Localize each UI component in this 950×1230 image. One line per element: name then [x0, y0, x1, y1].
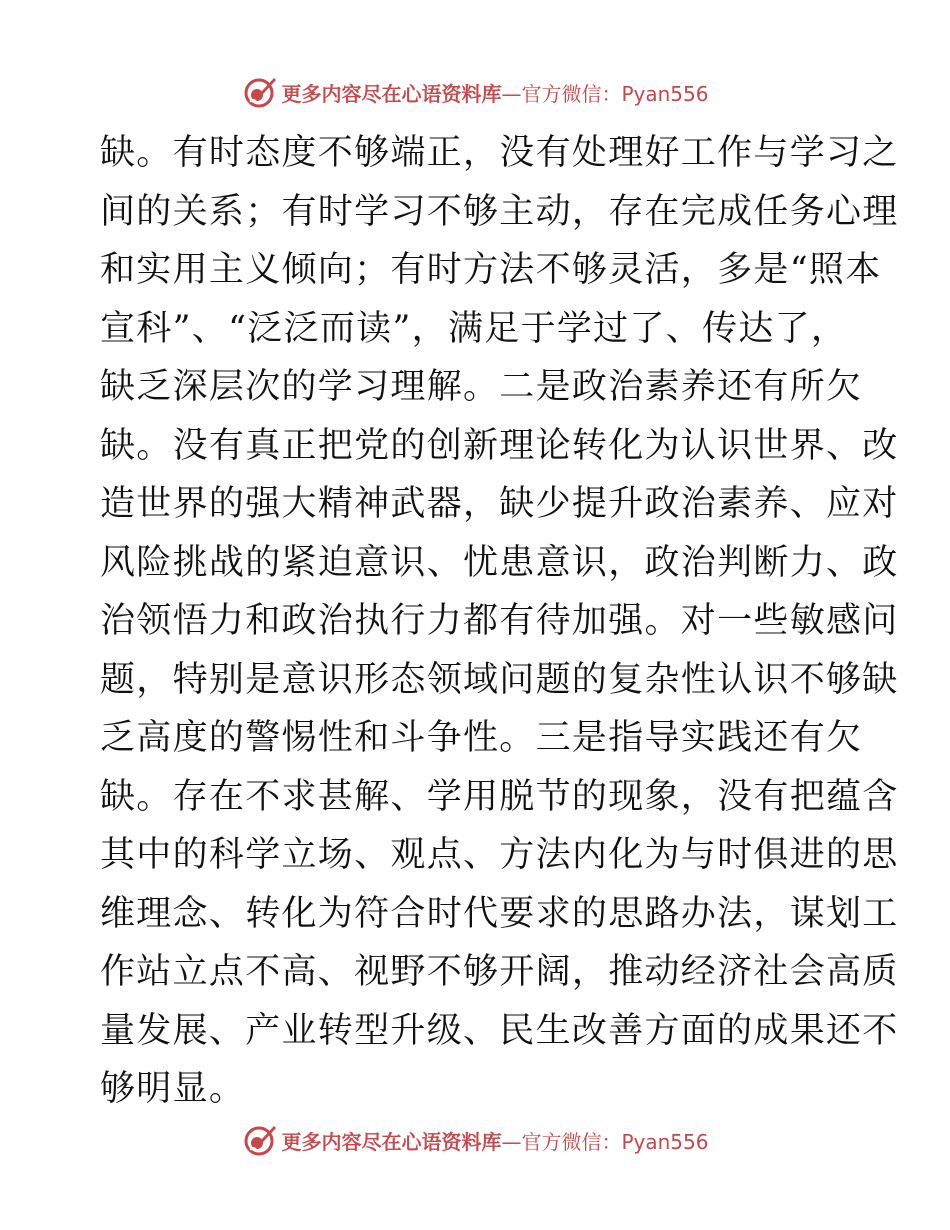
text-line: 宣科”、“泛泛而读”，满足于学过了、传达了， — [100, 308, 848, 349]
text-line: 量发展、产业转型升级、民生改善方面的成果还不 — [100, 1010, 899, 1051]
footer-banner-wechat: —官方微信：Pyan556 — [501, 1129, 709, 1154]
text-line: 造世界的强大精神武器，缺少提升政治素养、应对 — [100, 484, 899, 524]
header-banner — [0, 72, 950, 112]
text-line: 风险挑战的紧迫意识、忧患意识，政治判断力、政 — [100, 542, 899, 583]
footer-banner-title: 更多内容尽在心语资料库 — [281, 1129, 502, 1154]
text-line: 作站立点不高、视野不够开阔，推动经济社会高质 — [100, 952, 899, 992]
text-line: 缺乏深层次的学习理解。二是政治素养还有所欠 — [100, 367, 863, 407]
header-banner-title: 更多内容尽在心语资料库 — [281, 81, 502, 106]
text-line: 缺。没有真正把党的创新理论转化为认识世界、改 — [100, 425, 899, 466]
text-line: 题，特别是意识形态领域问题的复杂性认识不够缺 — [100, 659, 899, 700]
text-line: 治领悟力和政治执行力都有待加强。对一些敏感问 — [100, 601, 899, 641]
text-line: 够明显。 — [100, 1069, 246, 1109]
text-line: 间的关系；有时学习不够主动，存在完成任务心理 — [100, 191, 899, 232]
text-line: 维理念、转化为符合时代要求的思路办法，谋划工 — [100, 893, 899, 934]
footer-banner — [0, 1120, 950, 1160]
header-banner-wechat: —官方微信：Pyan556 — [501, 81, 709, 106]
text-line: 其中的科学立场、观点、方法内化为与时俱进的思 — [100, 835, 899, 875]
text-line: 缺。存在不求甚解、学用脱节的现象，没有把蕴含 — [100, 776, 899, 817]
text-line: 缺。有时态度不够端正，没有处理好工作与学习之 — [100, 133, 899, 173]
brush-logo-icon — [241, 74, 277, 110]
body-text — [100, 124, 899, 1119]
text-line: 和实用主义倾向；有时方法不够灵活，多是“照本 — [100, 250, 882, 290]
text-line: 乏高度的警惕性和斗争性。三是指导实践还有欠 — [100, 718, 863, 758]
brush-logo-icon — [241, 1122, 277, 1158]
